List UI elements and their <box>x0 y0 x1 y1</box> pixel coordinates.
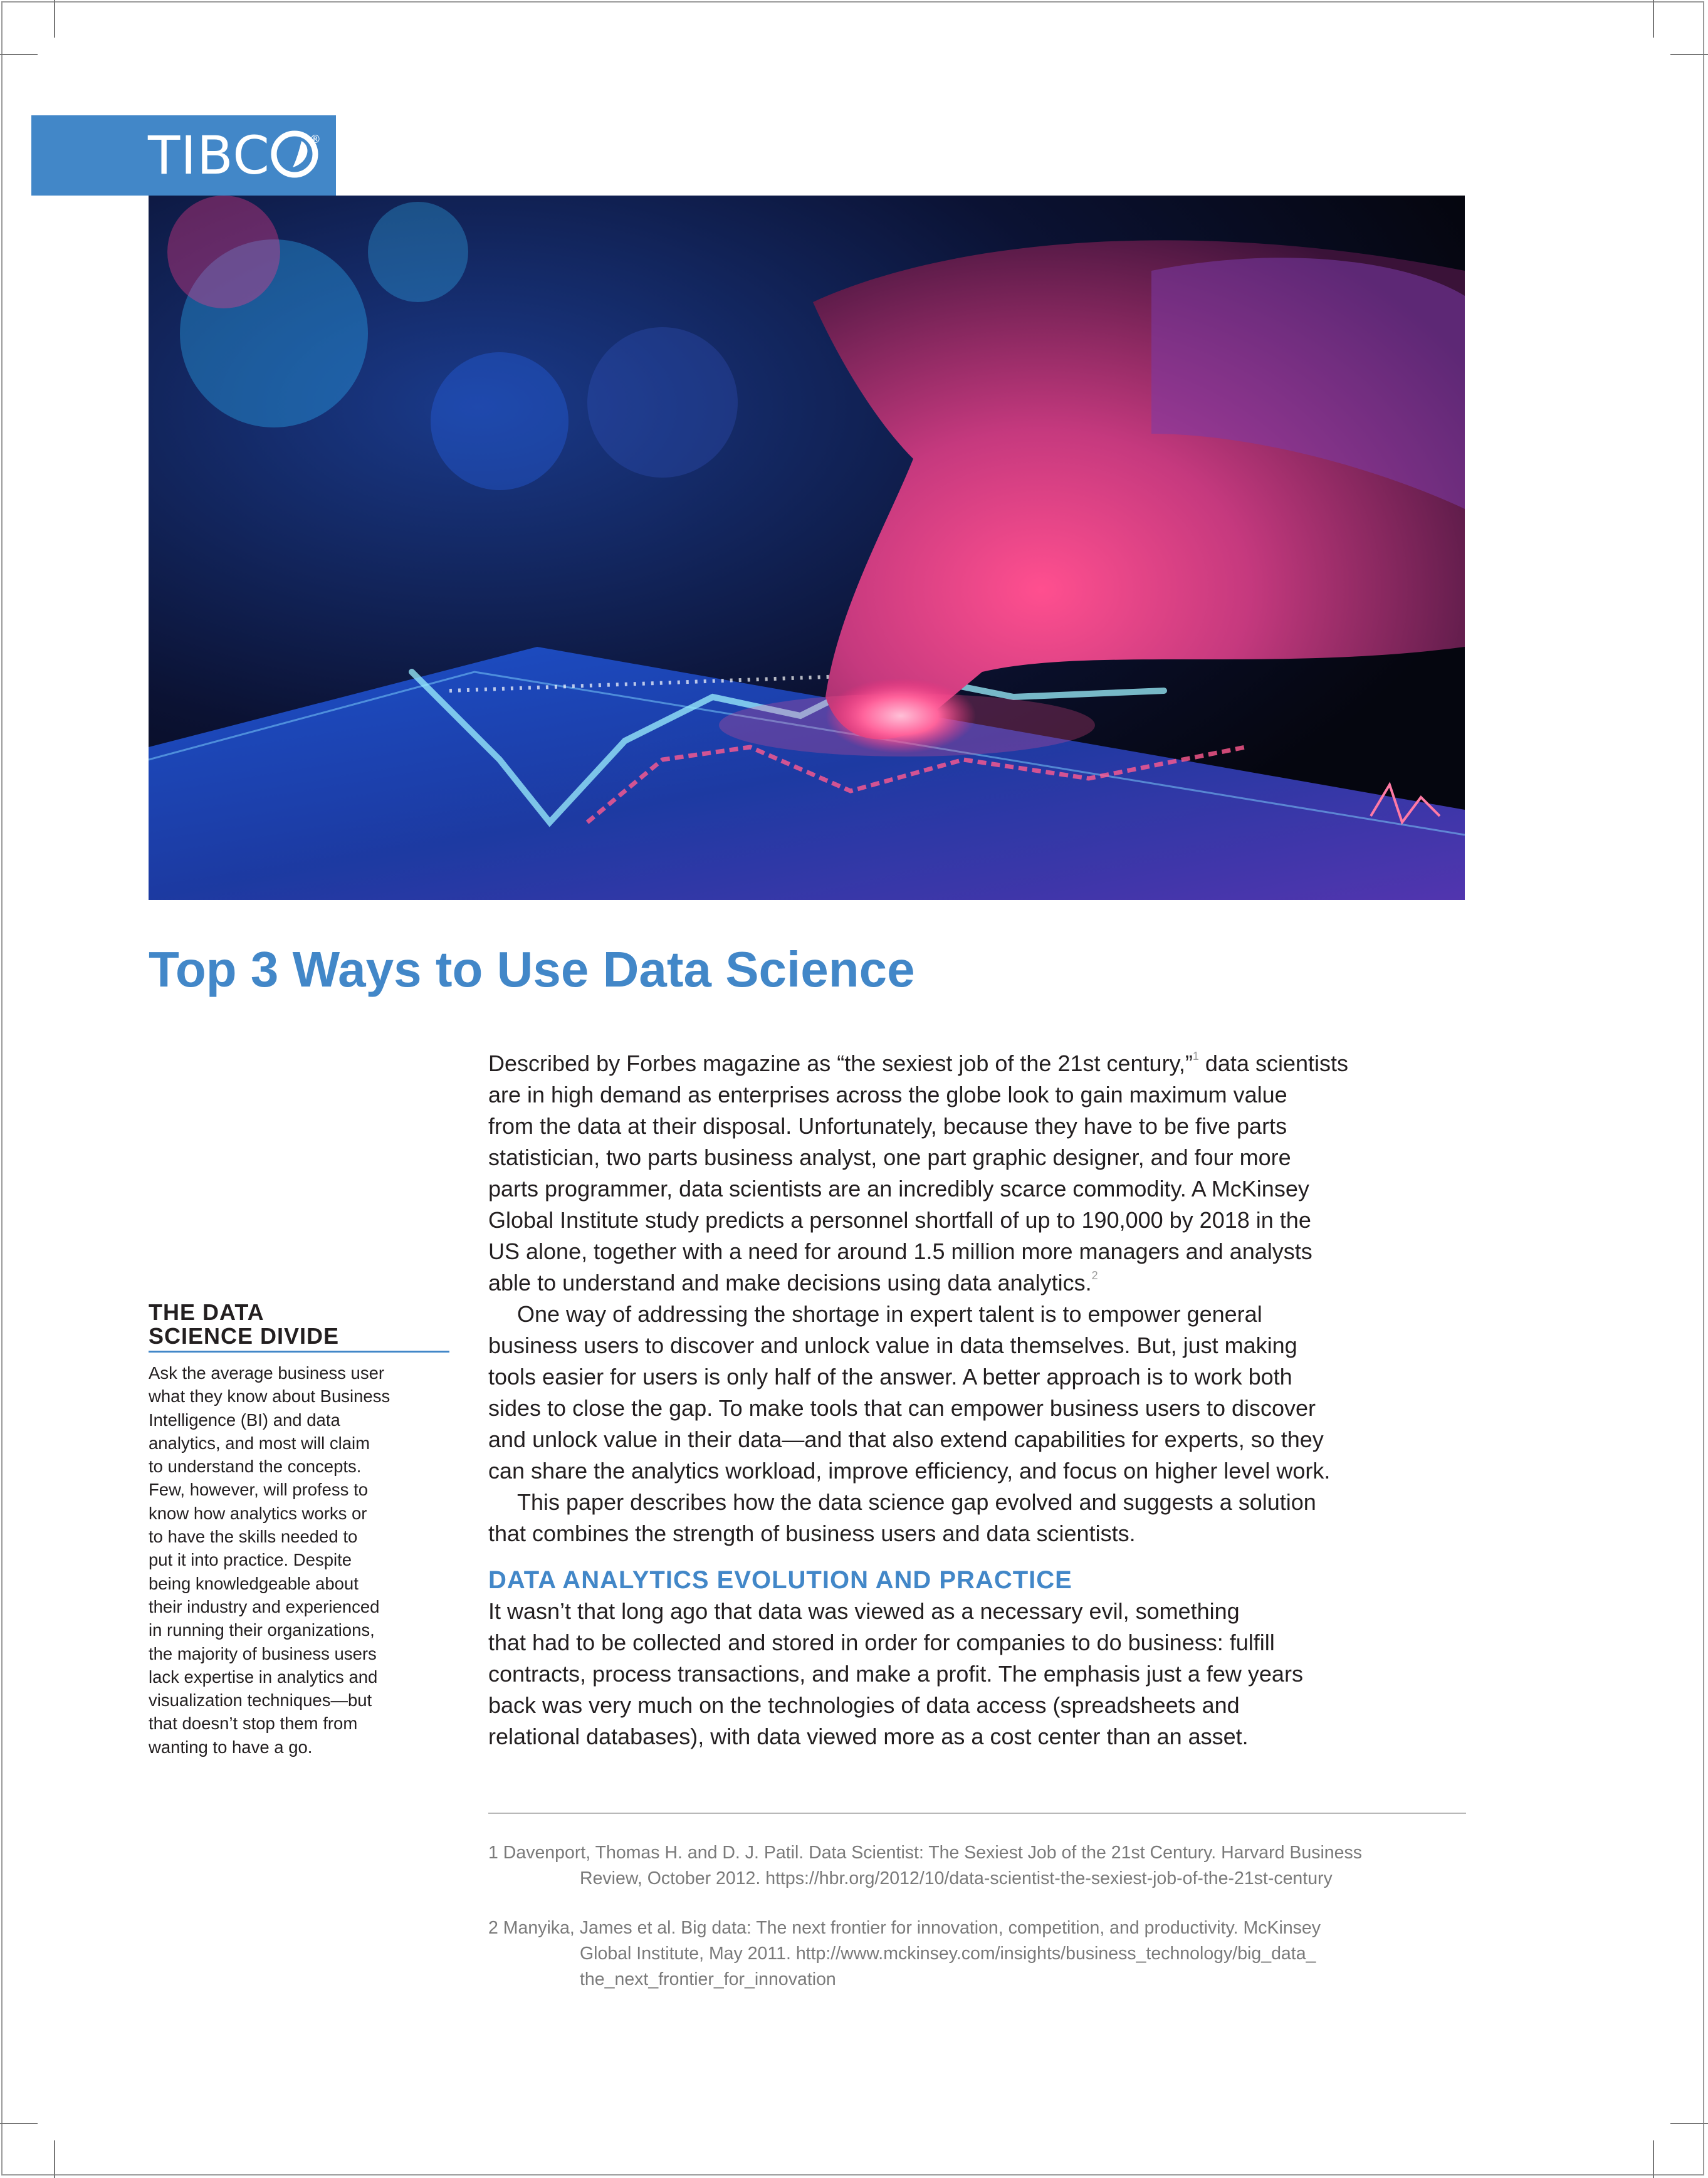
crop-mark <box>1653 0 1654 38</box>
sidebar-line: put it into practice. Despite <box>149 1550 352 1570</box>
sidebar-line: their industry and experienced <box>149 1596 380 1616</box>
body-text: Described by Forbes magazine as “the sexiest job of the 21st century,” <box>488 1050 1193 1076</box>
body-line <box>488 1048 1466 1079</box>
sidebar-line: visualization techniques—but <box>149 1690 372 1710</box>
body-line: sides to close the gap. To make tools that can empower business users to discover <box>488 1395 1316 1421</box>
sidebar-body <box>149 1361 449 1759</box>
sidebar-line: being knowledgeable about <box>149 1573 359 1593</box>
body-line: relational databases), with data viewed more as a cost center than an asset. <box>488 1724 1249 1749</box>
footnote-link-line[interactable]: Global Institute, May 2011. http://www.mckinsey.com/insights/business_technology/big_data_ <box>580 1944 1316 1964</box>
body-line: This paper describes how the data science gap evolved and suggests a solution <box>517 1489 1316 1515</box>
body-line: US alone, together with a need for around 1.5 million more managers and analysts <box>488 1238 1312 1264</box>
footnote-ref[interactable]: 1 <box>1192 1050 1199 1062</box>
body-line: business users to discover and unlock value in data themselves. But, just making <box>488 1332 1297 1358</box>
sidebar-callout <box>149 1301 449 1759</box>
sidebar-line: analytics, and most will claim <box>149 1433 370 1453</box>
footnote-line: 2 Manyika, James et al. Big data: The next frontier for innovation, competition, and productivity. McKinsey <box>488 1918 1321 1938</box>
sidebar-line: to understand the concepts. <box>149 1457 362 1477</box>
footnote-divider <box>488 1813 1466 1814</box>
sidebar-heading <box>149 1301 449 1353</box>
body-line: can share the analytics workload, improve efficiency, and focus on higher level work. <box>488 1458 1331 1484</box>
footnotes <box>488 1840 1466 2016</box>
sidebar-heading-line: SCIENCE DIVIDE <box>149 1323 340 1349</box>
paragraph-two <box>488 1299 1466 1487</box>
body-line <box>488 1267 1466 1299</box>
footnote-1 <box>488 1840 1466 1892</box>
crop-mark <box>0 2123 38 2124</box>
footnote-link-line[interactable]: the_next_frontier_for_innovation <box>580 1969 836 1989</box>
paragraph-three <box>488 1487 1466 1549</box>
body-line: are in high demand as enterprises across the globe look to gain maximum value <box>488 1082 1287 1107</box>
sidebar-line: in running their organizations, <box>149 1620 375 1640</box>
tibco-logo <box>31 115 336 196</box>
body-line: and unlock value in their data—and that also extend capabilities for experts, so they <box>488 1427 1324 1452</box>
body-line: statistician, two parts business analyst, one part graphic designer, and four more <box>488 1144 1291 1170</box>
sidebar-heading-line: THE DATA <box>149 1299 265 1325</box>
body-line: that combines the strength of business users and data scientists. <box>488 1521 1136 1546</box>
body-line: tools easier for users is only half of the answer. A better approach is to work both <box>488 1364 1292 1390</box>
body-line: It wasn’t that long ago that data was viewed as a necessary evil, something <box>488 1598 1240 1624</box>
body-line: Global Institute study predicts a personnel shortfall of up to 190,000 by 2018 in the <box>488 1207 1311 1233</box>
footnote-ref[interactable]: 2 <box>1091 1269 1098 1282</box>
logo-wordmark: TIBC <box>148 127 319 189</box>
sidebar-line: what they know about Business <box>149 1386 390 1406</box>
sidebar-line: Ask the average business user <box>149 1363 385 1383</box>
crop-mark <box>1670 54 1708 55</box>
body-text: able to understand and make decisions using data analytics. <box>488 1270 1092 1296</box>
crop-mark <box>1653 2140 1654 2178</box>
registered-mark: ® <box>310 133 321 146</box>
sidebar-line: lack expertise in analytics and <box>149 1667 378 1687</box>
finger-touching-tablet-chart-photo-icon <box>149 196 1465 900</box>
section-paragraph <box>488 1596 1466 1752</box>
sidebar-line: know how analytics works or <box>149 1503 367 1523</box>
section-heading: DATA ANALYTICS EVOLUTION AND PRACTICE <box>488 1566 1072 1594</box>
footnote-line: 1 Davenport, Thomas H. and D. J. Patil. Data Scientist: The Sexiest Job of the 21st Century. Harvard Business <box>488 1843 1362 1863</box>
page-title: Top 3 Ways to Use Data Science <box>149 941 915 997</box>
crop-mark <box>1670 2123 1708 2124</box>
main-body <box>488 1048 1466 1752</box>
body-line: from the data at their disposal. Unfortunately, because they have to be five parts <box>488 1113 1287 1139</box>
crop-mark <box>54 2140 55 2178</box>
sidebar-line: Intelligence (BI) and data <box>149 1410 340 1430</box>
body-line: that had to be collected and stored in order for companies to do business: fulfill <box>488 1630 1275 1655</box>
body-text: data scientists <box>1198 1050 1349 1076</box>
body-line: back was very much on the technologies of data access (spreadsheets and <box>488 1692 1240 1718</box>
footnote-2 <box>488 1915 1466 1992</box>
sidebar-line: Few, however, will profess to <box>149 1480 369 1500</box>
sidebar-line: that doesn’t stop them from <box>149 1714 358 1734</box>
intro-paragraph <box>488 1048 1466 1299</box>
crop-mark <box>0 54 38 55</box>
sidebar-line: to have the skills needed to <box>149 1527 358 1547</box>
body-line: One way of addressing the shortage in expert talent is to empower general <box>517 1301 1262 1327</box>
crop-mark <box>54 0 55 38</box>
body-line: contracts, process transactions, and make a profit. The emphasis just a few years <box>488 1661 1303 1687</box>
sidebar-line: wanting to have a go. <box>149 1737 313 1757</box>
sidebar-line: the majority of business users <box>149 1643 377 1663</box>
hero-image <box>149 196 1465 900</box>
footnote-link-line[interactable]: Review, October 2012. https://hbr.org/2012/10/data-scientist-the-sexiest-job-of-the-21st-century <box>580 1868 1333 1888</box>
body-line: parts programmer, data scientists are an incredibly scarce commodity. A McKinsey <box>488 1176 1309 1202</box>
